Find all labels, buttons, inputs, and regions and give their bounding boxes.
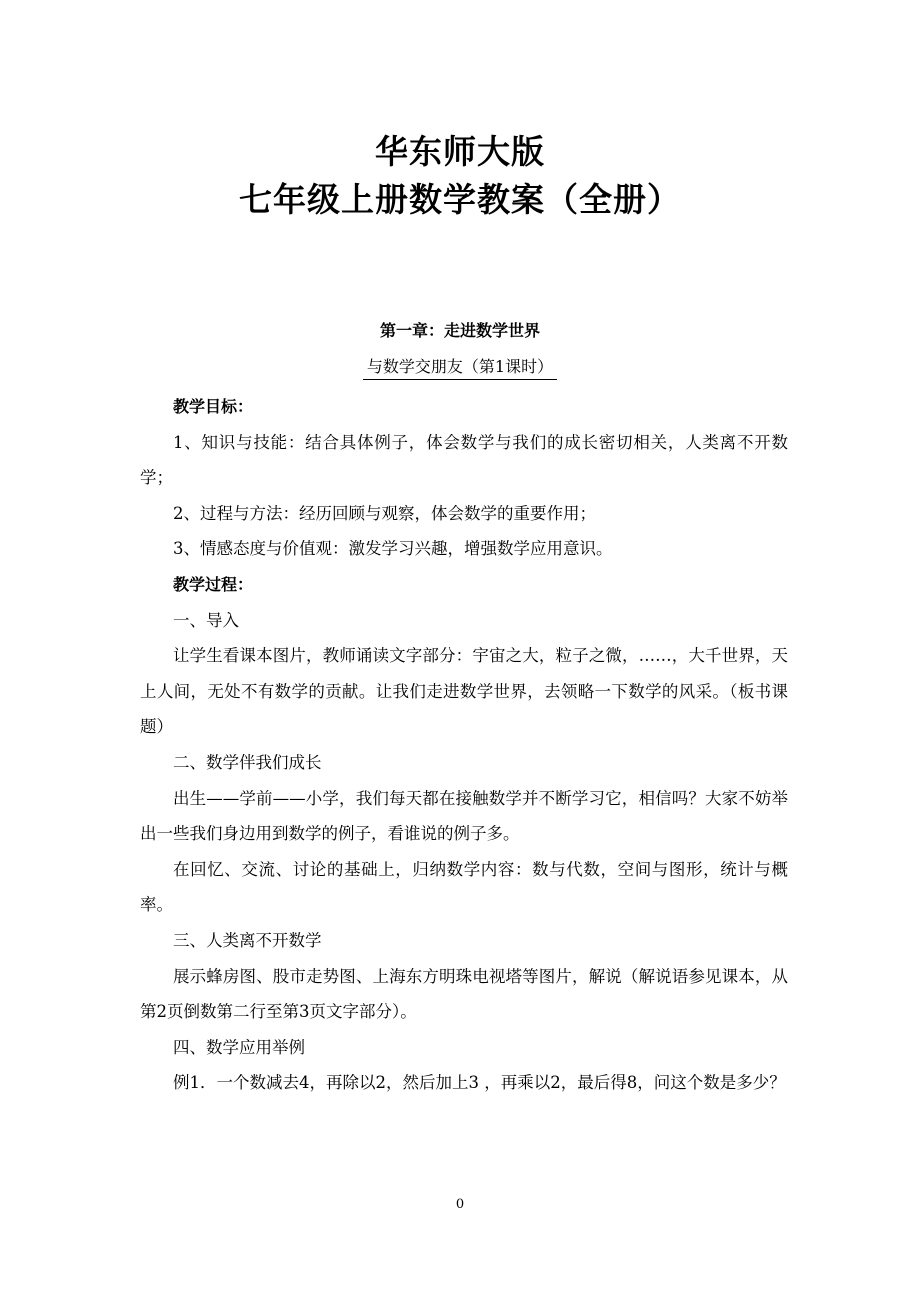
process-heading: 教学过程： [173, 574, 254, 594]
objectives-heading: 教学目标： [173, 397, 254, 416]
section-paragraph: 在回忆、交流、讨论的基础上，归纳数学内容：数与代数，空间与图形，统计与概率。 [140, 859, 788, 915]
section-heading: 四、数学应用举例 [173, 1037, 305, 1057]
document-title [0, 128, 920, 224]
section-heading: 二、数学伴我们成长 [173, 752, 322, 772]
section-paragraph: 让学生看课本图片，教师诵读文字部分：宇宙之大，粒子之微，……，大千世界，天上人间，无处不有数学的贡献。让我们走进数学世界，去领略一下数学的风采。（板书课题） [140, 646, 788, 737]
objective-item: 3、情感态度与价值观：激发学习兴趣，增强数学应用意识。 [173, 539, 613, 559]
document-body [140, 389, 788, 1101]
section-heading: 三、人类离不开数学 [173, 930, 322, 950]
page-number: 0 [455, 1197, 465, 1212]
lesson-heading [0, 354, 920, 380]
objective-item: 2、过程与方法：经历回顾与观察，体会数学的重要作用； [173, 503, 596, 523]
title-line-publisher: 华东师大版 [375, 132, 545, 171]
section-paragraph: 例1．一个数减去4，再除以2，然后加上3 ，再乘以2，最后得8，问这个数是多少？ [173, 1073, 786, 1093]
section-paragraph: 展示蜂房图、股市走势图、上海东方明珠电视塔等图片，解说（解说语参见课本，从第2页倒数第二行至第3页文字部分）。 [140, 966, 788, 1022]
title-line-main: 七年级上册数学教案（全册） [239, 180, 681, 219]
objective-item: 1、知识与技能：结合具体例子，体会数学与我们的成长密切相关，人类离不开数学； [140, 432, 788, 488]
lesson-title: 与数学交朋友（第1课时） [363, 356, 557, 380]
section-paragraph: 出生——学前——小学，我们每天都在接触数学并不断学习它，相信吗？大家不妨举出一些我们身边用到数学的例子，看谁说的例子多。 [140, 788, 788, 844]
section-heading: 一、导入 [173, 610, 239, 630]
chapter-heading: 第一章：走进数学世界 [379, 321, 540, 340]
